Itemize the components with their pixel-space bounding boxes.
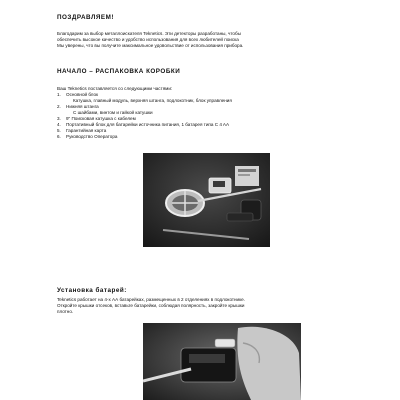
detector-parts-photo (143, 153, 270, 247)
battery-heading: Установка батарей: (57, 287, 127, 294)
list-item-sub: Катушка, главный модуль, верхняя штанга, подлокотник, блок управления (73, 98, 232, 103)
congrats-line-1: Благодарим за выбор металлоискателя Teknetics. Эти детекторы разработаны, чтобы (57, 31, 241, 36)
list-item: 1. Основной блок (57, 92, 99, 97)
list-item: 4. Портативный блок для батарейки источника питания, 1 батарея типа C 4 AA (57, 122, 230, 127)
congrats-line-3: Мы уверены, что вы получите максимальное удовольствие от использования прибора. (57, 43, 244, 48)
list-item: 6. Руководство Оператора (57, 134, 118, 139)
battery-install-photo (143, 323, 301, 400)
unpacking-intro: Ваш Teknetics поставляется со следующими частями: (57, 86, 173, 91)
battery-line-2: Откройте крышки отсеков, вставьте батарейки, соблюдая полярность, закройте крышки (57, 303, 245, 308)
battery-line-1: Teknetics работает на 4-х АА батарейках, размещенных в 2 отделениях в подлокотнике. (57, 297, 245, 302)
list-item-sub: С шайбами, винтом и гайкой катушки (73, 110, 153, 115)
battery-line-3: плотно. (57, 309, 74, 314)
list-item: 3. 9" Поисковая катушка с кабелем (57, 116, 136, 121)
list-item: 5. Гарантийная карта (57, 128, 107, 133)
unpacking-heading: НАЧАЛО – РАСПАКОВКА КОРОБКИ (57, 68, 181, 75)
congrats-heading: ПОЗДРАВЛЯЕМ! (57, 14, 114, 21)
congrats-line-2: обеспечить высокое качество и удобство использования для всех любителей поиска (57, 37, 239, 42)
list-item: 2. Нижняя штанга (57, 104, 99, 109)
